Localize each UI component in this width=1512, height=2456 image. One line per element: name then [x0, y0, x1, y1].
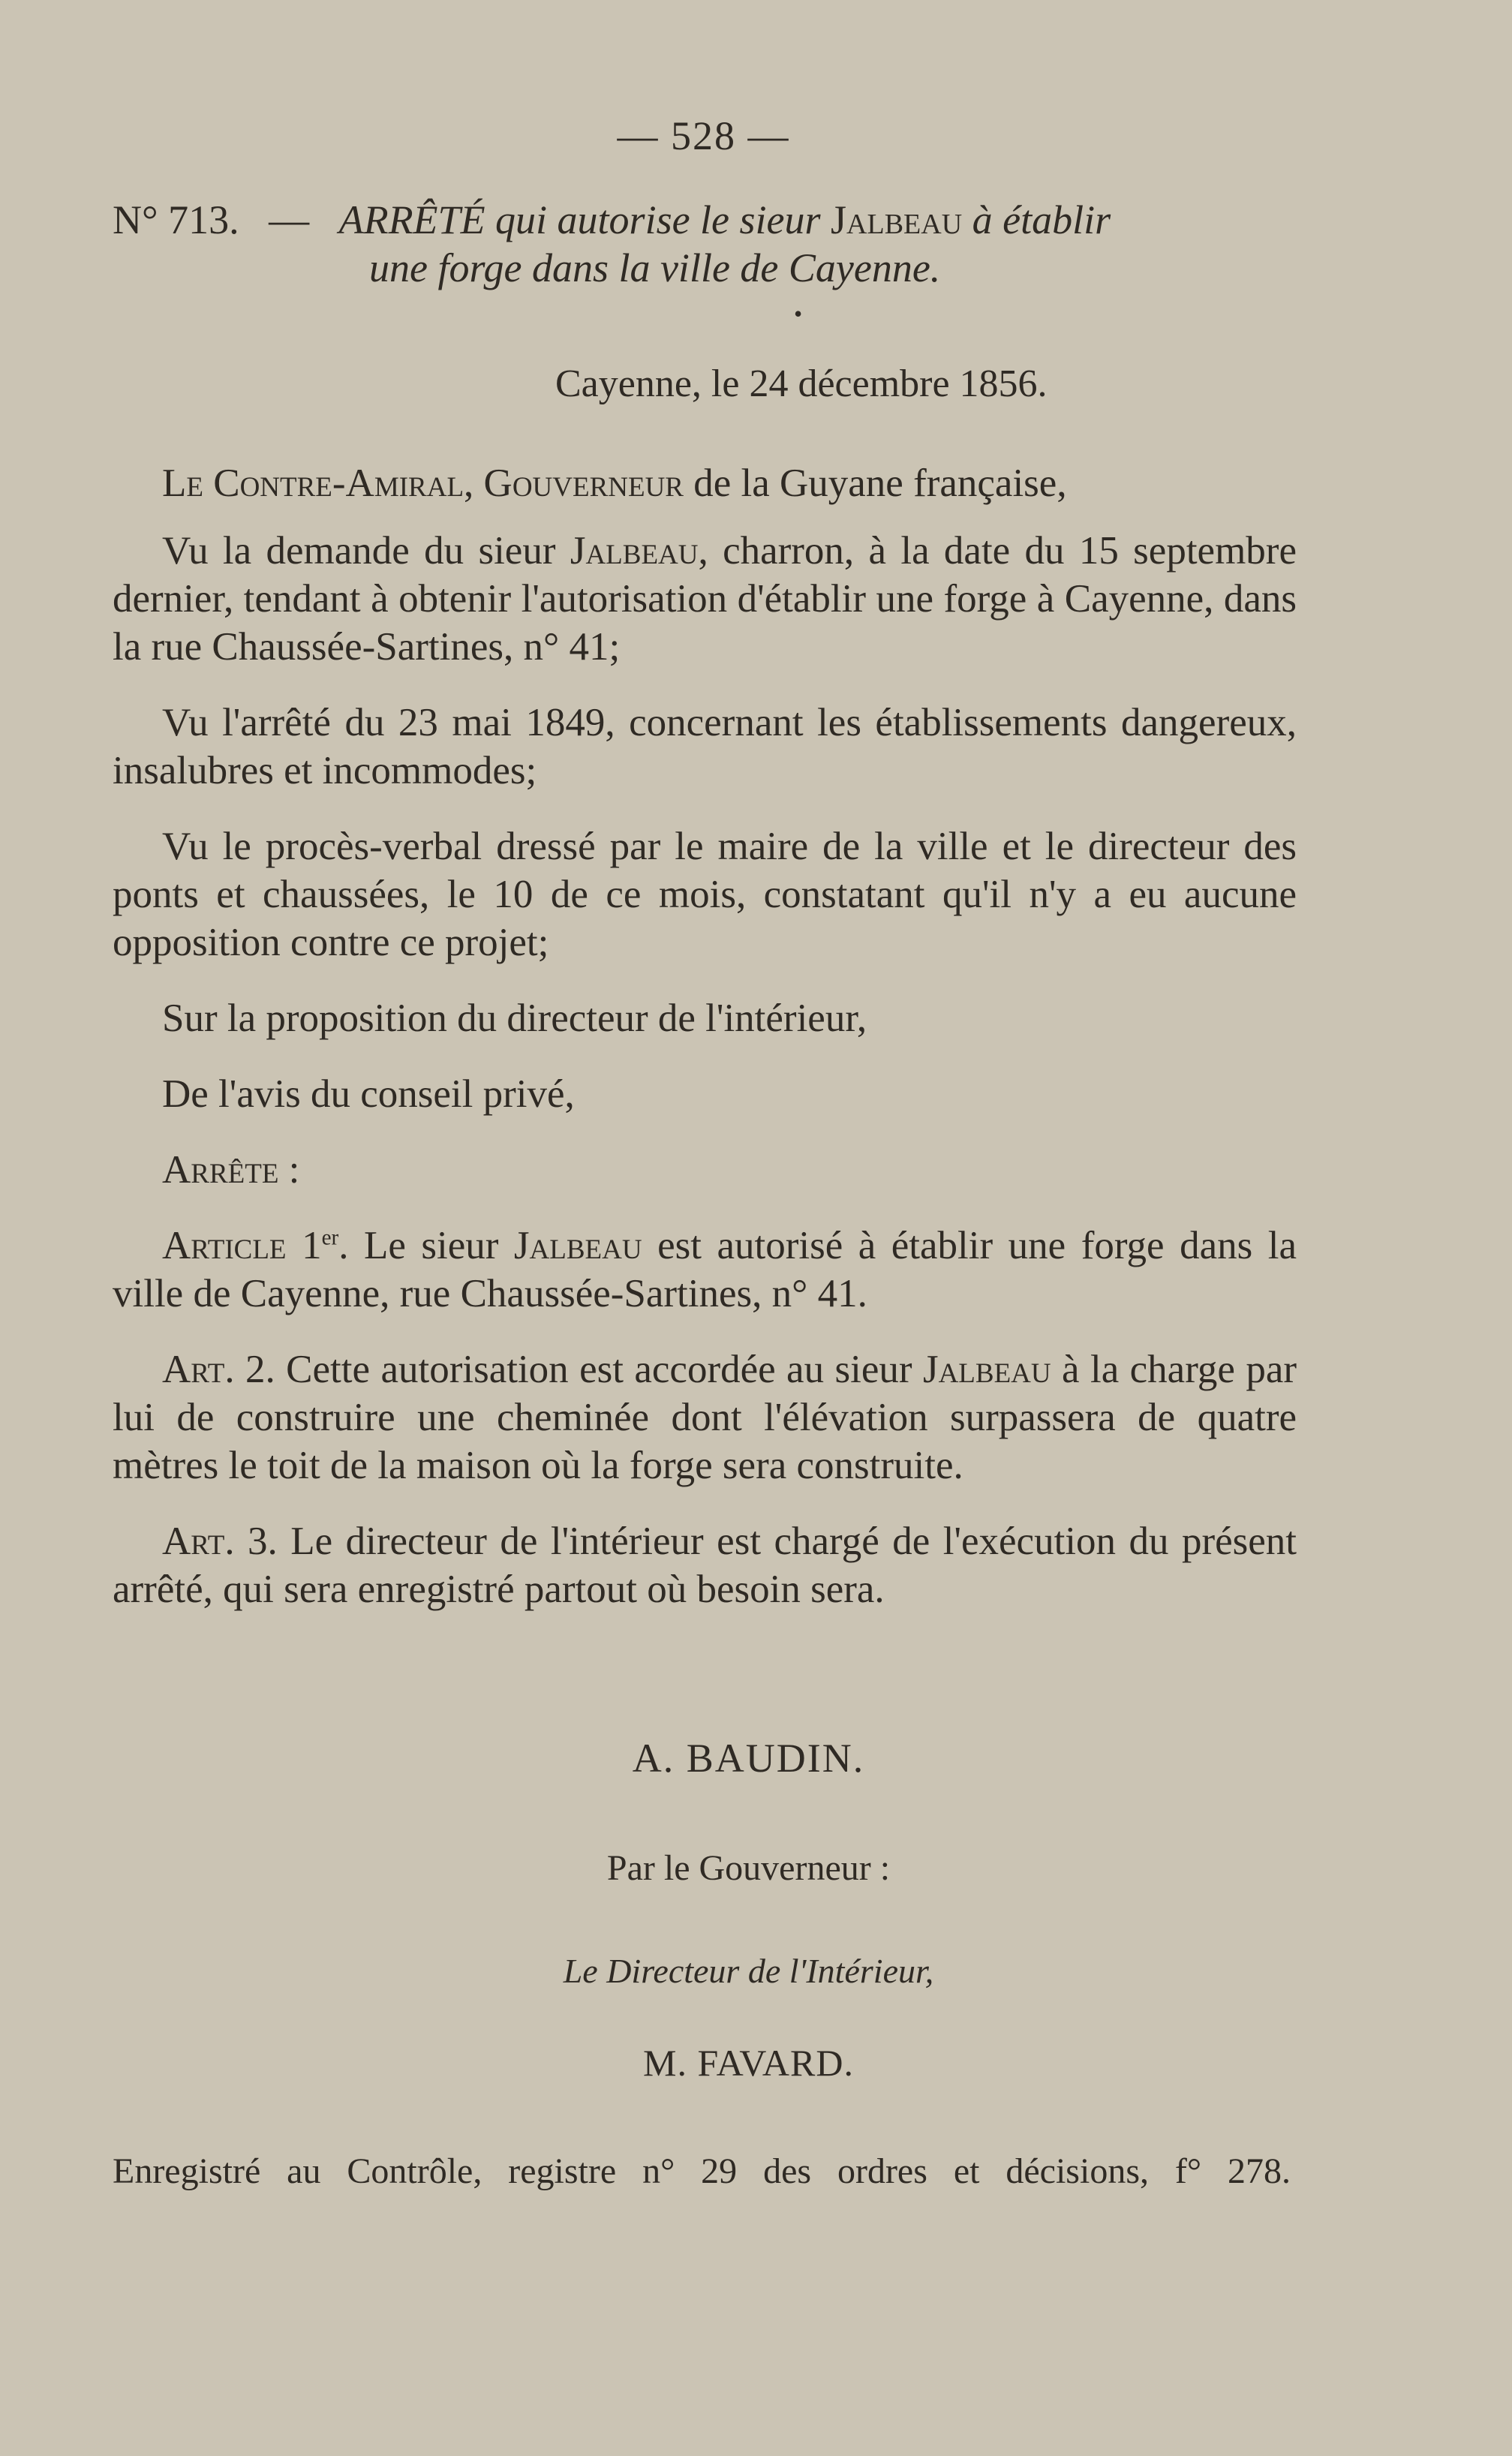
- signature-governor: A. BAUDIN.: [632, 1736, 865, 1781]
- person-name: Jalbeau: [513, 1224, 642, 1267]
- article-text: à la charge par lui de construire une cheminée dont l'élévation surpassera de quatre mètres le toit de la maison où la forge sera construite.: [113, 1348, 1297, 1487]
- article-ordinal: er: [321, 1225, 339, 1250]
- title-contre-amiral: Le Contre-Amiral: [162, 461, 464, 505]
- decree-number: N° 713.: [113, 197, 239, 242]
- place-and-date: Cayenne, le 24 décembre 1856.: [555, 362, 1048, 405]
- article-label: Article: [162, 1224, 287, 1267]
- article-3: [113, 1517, 1297, 1613]
- page-number: — 528 —: [617, 113, 790, 158]
- heading-dash: —: [269, 197, 310, 242]
- decree-heading: [113, 197, 1298, 243]
- decree-body: [113, 459, 1297, 1641]
- considerant-text: Vu la demande du sieur: [162, 529, 570, 573]
- person-name: Jalbeau: [922, 1348, 1051, 1391]
- preamble-governor: [113, 459, 1297, 507]
- signature-role: Le Directeur de l'Intérieur,: [563, 1952, 934, 1990]
- article-text: est autorisé à établir une forge dans la ville de Cayenne, rue Chaussée-Sartines, n° 41.: [113, 1224, 1297, 1315]
- ornament-mark: •: [794, 300, 803, 327]
- article-text: . Le sieur: [338, 1224, 514, 1267]
- article-text: . 3. Le directeur de l'intérieur est chargé de l'exécution du présent arrêté, qui sera enregistré partout où besoin sera.: [113, 1520, 1297, 1611]
- decree-title-name: Jalbeau: [831, 197, 963, 242]
- decree-title-line2: une forge dans la ville de Cayenne.: [369, 245, 941, 290]
- registration-note: Enregistré au Contrôle, registre n° 29 des ordres et décisions, f° 278.: [113, 2151, 1291, 2191]
- considerant-demande: [113, 527, 1297, 671]
- signature-by-line: Par le Gouverneur :: [606, 1848, 891, 1888]
- title-gouverneur: Gouverneur: [483, 461, 684, 505]
- article-text: . 2. Cette autorisation est accordée au sieur: [224, 1348, 923, 1391]
- decree-title-part2: à établir: [972, 197, 1111, 242]
- considerant-arrete-1849: Vu l'arrêté du 23 mai 1849, concernant les établissements dangereux, insalubres et incommodes;: [113, 701, 1297, 792]
- article-2: [113, 1345, 1297, 1490]
- article-number: 1: [302, 1224, 322, 1267]
- person-name: Jalbeau: [570, 529, 699, 573]
- comma: ,: [464, 461, 484, 505]
- considerant-proposition: Sur la proposition du directeur de l'intérieur,: [162, 997, 867, 1040]
- arrete-heading: Arrête :: [162, 1148, 300, 1192]
- decree-title-part1: ARRÊTÉ qui autorise le sieur: [338, 197, 821, 242]
- article-label: Art: [162, 1348, 225, 1391]
- considerant-proces-verbal: Vu le procès-verbal dressé par le maire de la ville et le directeur des ponts et chaussées, le 10 de ce mois, constatant qu'il n'y a eu aucune opposition contre ce projet;: [113, 825, 1297, 964]
- considerant-text: , charron, à la date du 15 septembre dernier, tendant à obtenir l'autorisation d'établir une forge à Cayenne, dans la rue Chaussée-Sartines, n° 41;: [113, 529, 1297, 669]
- article-1: [113, 1222, 1297, 1318]
- signature-director: M. FAVARD.: [643, 2042, 854, 2084]
- article-label: Art: [162, 1520, 225, 1563]
- preamble-rest: de la Guyane française,: [683, 461, 1067, 505]
- considerant-conseil: De l'avis du conseil privé,: [162, 1072, 575, 1116]
